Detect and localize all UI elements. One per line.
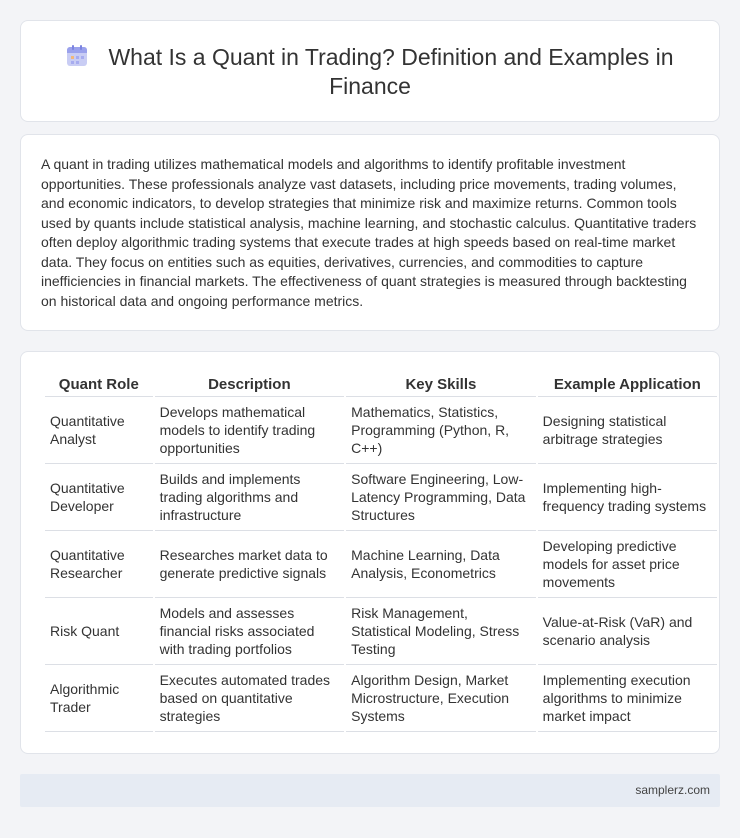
table-cell: Machine Learning, Data Analysis, Econometrics — [346, 531, 536, 598]
table-cell: Models and assesses financial risks associated with trading portfolios — [155, 598, 345, 665]
intro-paragraph: A quant in trading utilizes mathematical models and algorithms to identify profitable investment opportunities. These professionals analyze vast datasets, including price movements, trading volumes, and economic indicators, to develop strategies that minimize risk and maximize returns. Common tools used by quants include statistical analysis, machine learning, and stochastic calculus. Quantitative traders often deploy algorithmic trading systems that execute trades at high speeds based on real-time market data. They focus on entities such as equities, derivatives, currencies, and commodities to capture inefficiencies in financial markets. The effectiveness of quant strategies is measured through backtesting on historical data and ongoing performance metrics. — [41, 156, 697, 309]
table-cell: Designing statistical arbitrage strategies — [538, 397, 717, 464]
table-cell: Quantitative Analyst — [45, 397, 153, 464]
quant-roles-table — [43, 373, 719, 732]
table-card — [20, 351, 720, 754]
document-icon — [66, 45, 88, 67]
table-cell: Algorithmic Trader — [45, 665, 153, 732]
column-header: Description — [155, 373, 345, 397]
table-cell: Develops mathematical models to identify trading opportunities — [155, 397, 345, 464]
table-cell: Builds and implements trading algorithms and infrastructure — [155, 464, 345, 531]
table-cell: Mathematics, Statistics, Programming (Python, R, C++) — [346, 397, 536, 464]
footer-site-link[interactable]: samplerz.com — [635, 783, 710, 797]
table-row — [45, 665, 717, 732]
table-row — [45, 531, 717, 598]
table-cell: Implementing high-frequency trading systems — [538, 464, 717, 531]
table-row — [45, 598, 717, 665]
table-row — [45, 464, 717, 531]
column-header: Key Skills — [346, 373, 536, 397]
table-cell: Quantitative Researcher — [45, 531, 153, 598]
title-card — [20, 20, 720, 122]
table-cell: Implementing execution algorithms to minimize market impact — [538, 665, 717, 732]
page-title: What Is a Quant in Trading? Definition and Examples in Finance — [108, 44, 674, 99]
table-cell: Value-at-Risk (VaR) and scenario analysis — [538, 598, 717, 665]
table-cell: Software Engineering, Low-Latency Programming, Data Structures — [346, 464, 536, 531]
column-header: Example Application — [538, 373, 717, 397]
intro-card — [20, 134, 720, 331]
footer-bar — [20, 774, 720, 807]
table-header-row — [45, 373, 717, 397]
page-title-wrapper — [51, 43, 689, 101]
table-cell: Risk Management, Statistical Modeling, Stress Testing — [346, 598, 536, 665]
table-cell: Developing predictive models for asset price movements — [538, 531, 717, 598]
table-cell: Executes automated trades based on quantitative strategies — [155, 665, 345, 732]
table-cell: Researches market data to generate predictive signals — [155, 531, 345, 598]
table-cell: Risk Quant — [45, 598, 153, 665]
table-row — [45, 397, 717, 464]
table-cell: Algorithm Design, Market Microstructure, Execution Systems — [346, 665, 536, 732]
table-cell: Quantitative Developer — [45, 464, 153, 531]
column-header: Quant Role — [45, 373, 153, 397]
